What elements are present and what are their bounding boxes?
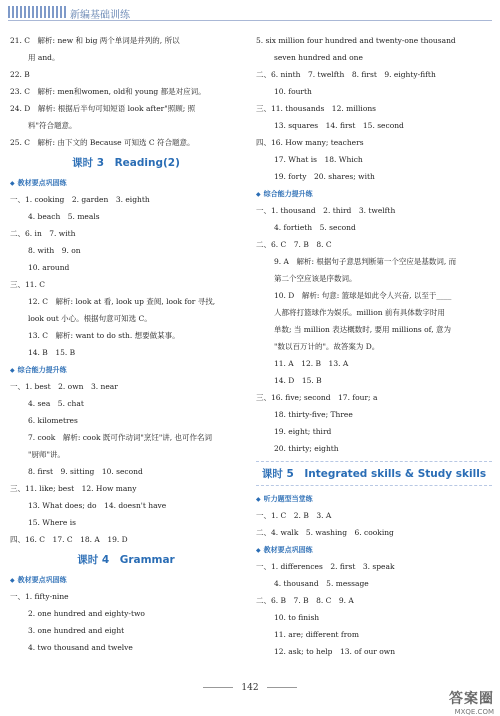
answer-line: 19. forty 20. shares; with [274,172,375,181]
answer-line: 13. C 解析: want to do sth. 想要做某事。 [28,331,180,340]
answers-block [256,511,492,537]
answer-line: 4. beach 5. meals [28,212,100,221]
section-heading: ◆ 综合能力提升练 [256,189,492,199]
answer-line: 22. B [10,70,30,79]
section-heading: ◆ 综合能力提升练 [10,365,242,375]
section-heading: ◆ 教材要点巩固练 [10,575,242,585]
footer-dash [267,687,297,688]
answer-line: 12. ask; to help 13. of our own [274,647,396,656]
answer-line: look out 小心。根据句意可知选 C。 [28,314,152,323]
answer-line: 14. B 15. B [28,348,76,357]
lesson-title: 课时 4 Grammar [77,554,175,566]
answers-block [256,36,492,181]
running-header [8,6,492,22]
answer-line: "数以百万计的"。故答案为 D。 [274,342,380,351]
answer-line: "厨师"讲。 [28,450,65,459]
header-decoration [8,6,66,18]
watermark-logo [424,688,494,716]
answer-line: 2. one hundred and eighty-two [28,609,145,618]
answer-line: 单数; 当 million 表达概数时, 要用 millions of, 意为 [274,325,451,334]
answer-line: 15. Where is [28,518,76,527]
answer-line: 23. C 解析: men和women, old和 young 都是对应词。 [10,87,206,96]
answer-line: 11. are; different from [274,630,359,639]
answer-line: 三、11. C [10,280,46,289]
answer-line: 一、1. best 2. own 3. near [10,382,118,391]
answer-line: 4. two thousand and twelve [28,643,133,652]
answer-line: 7. cook 解析: cook 既可作动词"烹饪"讲, 也可作名词 [28,433,213,442]
answer-line: 人都将打篮球作为娱乐。million 前有具体数字时用 [274,308,445,317]
answer-line: 25. C 解析: 由下文的 Because 可知选 C 符合题意。 [10,138,195,147]
answer-line: 一、1. differences 2. first 3. speak [256,562,395,571]
answer-line: 二、6. C 7. B 8. C [256,240,332,249]
answer-line: 13. squares 14. first 15. second [274,121,404,130]
answer-line: 8. first 9. sitting 10. second [28,467,143,476]
answer-line: 10. around [28,263,70,272]
answer-line: 12. C 解析: look at 看, look up 查阅, look for 寻找, [28,297,216,306]
answer-line: 三、16. five; second 17. four; a [256,393,378,402]
answer-line: 4. sea 5. chat [28,399,84,408]
answer-line: 用 and。 [28,53,60,62]
answer-line: 一、1. fifty-nine [10,592,69,601]
answer-line: 四、16. C 17. C 18. A 19. D [10,535,128,544]
answer-line: 10. fourth [274,87,312,96]
answer-line: 20. thirty; eighth [274,444,339,453]
footer-dash [203,687,233,688]
answer-line: 24. D 解析: 根据后半句可知短语 look after"照顾; 照 [10,104,196,113]
section-heading: ◆ 教材要点巩固练 [10,178,242,188]
answer-line: 14. D 15. B [274,376,322,385]
answers-block [10,592,242,652]
header-title: 新编基础训练 [70,10,130,21]
answers-block [256,206,492,453]
answer-line: 一、1. thousand 2. third 3. twelfth [256,206,396,215]
answer-line: 一、1. cooking 2. garden 3. eighth [10,195,150,204]
answer-line: 三、11. thousands 12. millions [256,104,377,113]
answer-line: 18. thirty-five; Three [274,410,353,419]
lesson-title: 课时 3 Reading(2) [72,157,180,169]
answer-line: 9. A 解析: 根据句子意思判断第一个空应是基数词, 而 [274,257,457,266]
section-heading: ◆ 教材要点巩固练 [256,545,492,555]
answer-line: 17. What is 18. Which [274,155,363,164]
answer-line: 二、4. walk 5. washing 6. cooking [256,528,394,537]
answer-line: 4. thousand 5. message [274,579,369,588]
answer-line: 5. six million four hundred and twenty-one thousand [256,36,456,45]
answer-line: 8. with 9. on [28,246,81,255]
answer-line: 11. A 12. B 13. A [274,359,349,368]
answers-block [10,382,242,544]
answer-line: 第二个空应该是序数词。 [274,274,357,283]
answer-line: 21. C 解析: new 和 big 两个单词是并列的, 所以 [10,36,180,45]
section-heading: ◆ 听力题型当堂练 [256,494,492,504]
answer-line: 4. fortieth 5. second [274,223,356,232]
page-number: 142 [241,683,259,693]
header-rule [8,20,492,21]
answer-line: 二、6. B 7. B 8. C 9. A [256,596,354,605]
answer-line: 13. What does; do 14. doesn't have [28,501,167,510]
watermark-url: MXQE.COM [454,708,494,716]
answer-line: 10. D 解析: 句意: 篮球是如此令人兴奋, 以至于____ [274,291,452,300]
answer-line: 6. kilometres [28,416,78,425]
answer-line: seven hundred and one [274,53,363,62]
answer-line: 一、1. C 2. B 3. A [256,511,332,520]
answers-block-21-25 [10,36,242,147]
watermark-text: 答案圈 [449,691,494,707]
answer-line: 19. eight; third [274,427,332,436]
lesson-title: 课时 5 Integrated skills & Study skills [261,468,487,480]
right-column [256,36,492,664]
answer-line: 3. one hundred and eight [28,626,125,635]
answers-block [256,562,492,656]
answer-line: 二、6. in 7. with [10,229,76,238]
answer-line: 10. to finish [274,613,320,622]
answers-block [10,195,242,357]
answer-line: 三、11. like; best 12. How many [10,484,137,493]
left-column [10,36,242,660]
lesson-banner [256,461,492,486]
answer-line: 二、6. ninth 7. twelfth 8. first 9. eighty-fifth [256,70,436,79]
answer-line: 料"符合题意。 [28,121,77,130]
answer-line: 四、16. How many; teachers [256,138,364,147]
